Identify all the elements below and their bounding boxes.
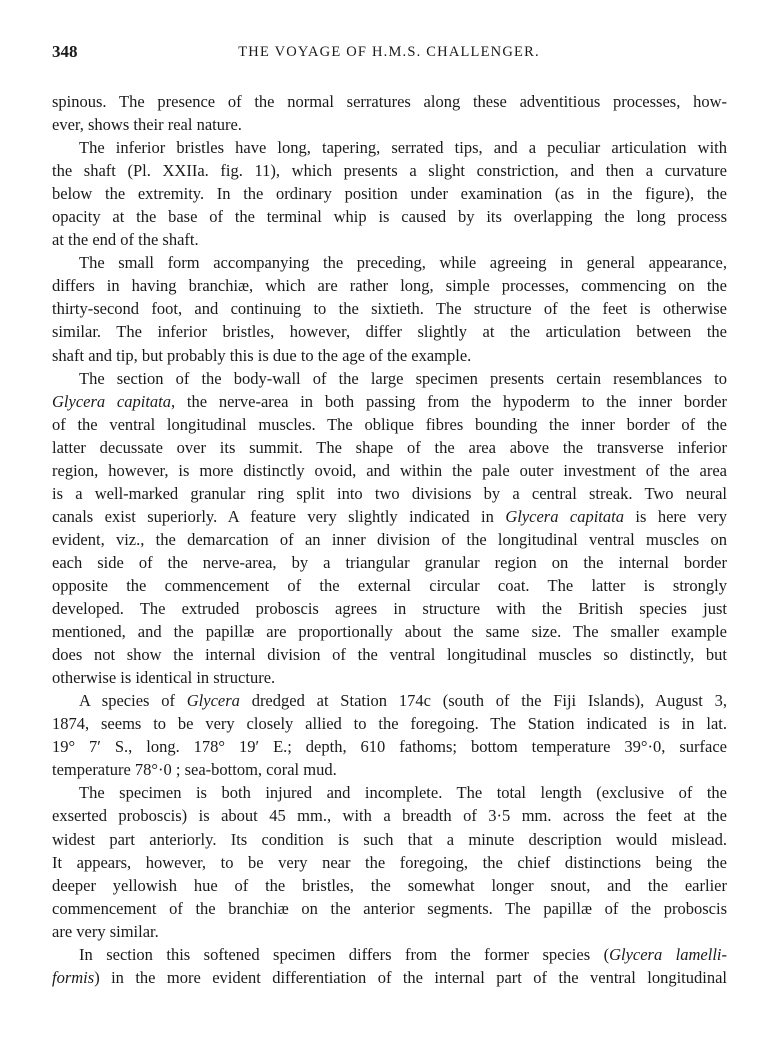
text-segment: is a well-marked granular ring split into two divisions by a central streak. Two neural	[52, 483, 727, 503]
text-line	[52, 643, 727, 666]
text-segment: differs in having branchiæ, which are rather long, simple processes, commencing on the	[52, 276, 727, 296]
text-line	[52, 136, 727, 159]
text-line	[52, 851, 727, 874]
text-line	[52, 874, 727, 897]
text-line	[52, 251, 727, 274]
text-line	[52, 482, 727, 505]
paragraph	[52, 136, 727, 251]
text-segment: region, however, is more distinctly ovoid, and within the pale outer investment of the area	[52, 460, 727, 480]
text-segment: of the ventral longitudinal muscles. The oblique fibres bounding the inner border of the	[52, 414, 727, 434]
text-segment: dredged at Station 174c (south of the Fiji Islands), August 3,	[239, 691, 727, 711]
running-title	[0, 44, 776, 61]
paragraph	[52, 689, 727, 781]
text-segment: is here very	[623, 506, 727, 526]
text-segment: below the extremity. In the ordinary position under examination (as in the figure), the	[52, 184, 727, 204]
text-segment: spinous. The presence of the normal serratures along these adventitious processes, how-	[52, 92, 727, 111]
italic-species-name: Glycera	[186, 691, 240, 711]
text-line	[52, 828, 727, 851]
text-line	[52, 90, 727, 113]
text-line	[52, 113, 727, 136]
text-segment: latter decussate over its summit. The shape of the area above the transverse inferior	[52, 437, 727, 457]
text-line	[52, 344, 727, 367]
paragraph	[52, 90, 727, 136]
italic-species-name: Glycera lamelli-	[609, 944, 727, 964]
text-segment: In section this softened specimen differs from the former species (	[79, 944, 610, 964]
text-segment: , the nerve-area in both passing from the hypoderm to the inner border	[171, 391, 727, 411]
text-line	[52, 897, 727, 920]
text-segment: The inferior bristles have long, tapering, serrated tips, and a peculiar articulation with	[79, 138, 727, 158]
text-segment: thirty-second foot, and continuing to the sixtieth. The structure of the feet is otherwise	[52, 299, 727, 319]
text-segment: exserted proboscis) is about 45 mm., with a breadth of 3·5 mm. across the feet at the	[52, 806, 727, 826]
text-line	[52, 551, 727, 574]
text-segment: The section of the body-wall of the large specimen presents certain resemblances to	[79, 368, 727, 388]
italic-species-name: formis	[52, 967, 95, 987]
paragraph	[52, 781, 727, 942]
text-segment: The specimen is both injured and incomplete. The total length (exclusive of the	[79, 783, 727, 803]
paragraph	[52, 943, 727, 989]
text-line	[52, 159, 727, 182]
text-line	[52, 228, 727, 251]
paragraph	[52, 367, 727, 690]
text-line	[52, 920, 727, 943]
text-segment: does not show the internal division of the ventral longitudinal muscles so distinctly, but	[52, 645, 727, 665]
text-line	[52, 712, 727, 735]
text-segment: 19° 7′ S., long. 178° 19′ E.; depth, 610 fathoms; bottom temperature 39°·0, surface	[52, 737, 727, 757]
text-segment: evident, viz., the demarcation of an inner division of the longitudinal ventral muscles on	[52, 529, 727, 549]
text-line	[52, 689, 727, 712]
text-segment: A species of	[79, 691, 187, 711]
text-segment: at the end of the shaft.	[52, 230, 199, 250]
text-segment: otherwise is identical in structure.	[52, 668, 276, 688]
text-line	[52, 459, 727, 482]
text-line	[52, 781, 727, 804]
text-segment: ever, shows their real nature.	[52, 115, 242, 135]
text-segment: opacity at the base of the terminal whip is caused by its overlapping the long process	[52, 207, 727, 227]
body-text	[52, 90, 727, 989]
text-segment: developed. The extruded proboscis agrees in structure with the British species just	[52, 599, 727, 619]
text-segment: deeper yellowish hue of the bristles, the somewhat longer snout, and the earlier	[52, 875, 727, 895]
text-segment: are very similar.	[52, 921, 159, 941]
text-segment: opposite the commencement of the external circular coat. The latter is strongly	[52, 575, 727, 595]
text-segment: ) in the more evident differentiation of the internal part of the ventral longitudinal	[94, 967, 727, 987]
text-line	[52, 205, 727, 228]
paragraph	[52, 251, 727, 366]
text-line	[52, 528, 727, 551]
text-line	[52, 413, 727, 436]
text-line	[52, 620, 727, 643]
text-segment: It appears, however, to be very near the foregoing, the chief distinctions being the	[52, 852, 727, 872]
text-line	[52, 735, 727, 758]
text-line	[52, 804, 727, 827]
text-line	[52, 597, 727, 620]
text-line	[52, 943, 727, 966]
text-line	[52, 182, 727, 205]
text-line	[52, 436, 727, 459]
text-line	[52, 966, 727, 989]
text-segment: the shaft (Pl. XXIIa. fig. 11), which presents a slight constriction, and then a curvature	[52, 161, 727, 181]
text-line	[52, 505, 727, 528]
running-title-text: THE VOYAGE OF H.M.S. CHALLENGER.	[238, 44, 540, 60]
text-line	[52, 758, 727, 781]
text-segment: commencement of the branchiæ on the anterior segments. The papillæ of the proboscis	[52, 898, 727, 918]
text-segment: 1874, seems to be very closely allied to the foregoing. The Station indicated is in lat.	[52, 714, 727, 734]
text-segment: temperature 78°·0 ; sea-bottom, coral mud.	[52, 760, 337, 780]
text-line	[52, 666, 727, 689]
italic-species-name: Glycera capitata	[505, 506, 624, 526]
text-line	[52, 390, 727, 413]
text-segment: The small form accompanying the preceding, while agreeing in general appearance,	[79, 253, 727, 273]
text-segment: similar. The inferior bristles, however, differ slightly at the articulation between the	[52, 322, 727, 342]
text-line	[52, 574, 727, 597]
text-segment: each side of the nerve-area, by a triangular granular region on the internal border	[52, 552, 727, 572]
text-line	[52, 367, 727, 390]
text-segment: mentioned, and the papillæ are proportionally about the same size. The smaller example	[52, 622, 727, 642]
page-number: 348	[52, 42, 78, 61]
text-line	[52, 320, 727, 343]
text-segment: shaft and tip, but probably this is due to the age of the example.	[52, 345, 472, 365]
text-segment: widest part anteriorly. Its condition is such that a minute description would mislead.	[52, 829, 727, 849]
text-segment: canals exist superiorly. A feature very slightly indicated in	[52, 506, 506, 526]
italic-species-name: Glycera capitata	[52, 391, 171, 411]
text-line	[52, 274, 727, 297]
text-line	[52, 297, 727, 320]
